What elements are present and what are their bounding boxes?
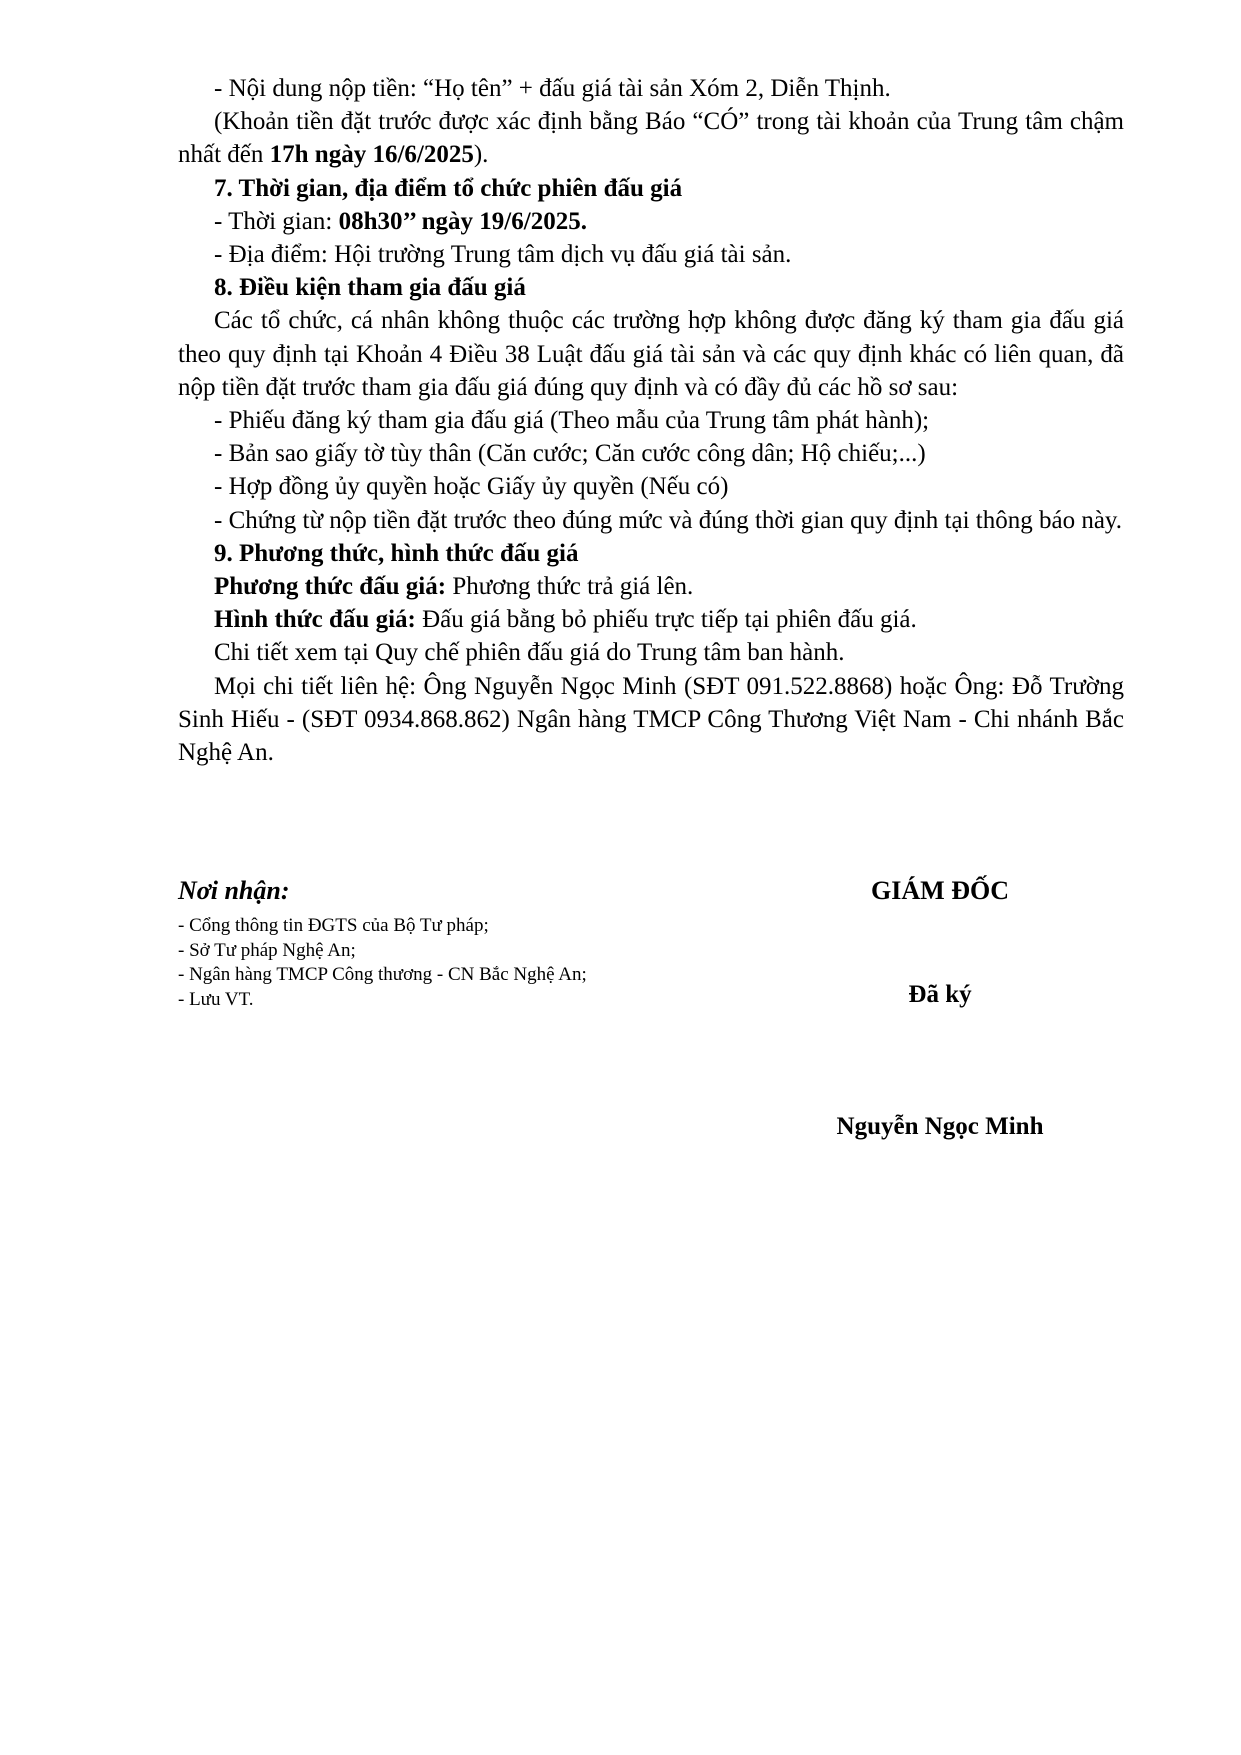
required-document-2: - Bản sao giấy tờ tùy thân (Căn cước; Căn cước công dân; Hộ chiếu;...) [214,440,926,468]
recipient-item: - Ngân hàng TMCP Công thương - CN Bắc Nghệ An; [178,964,587,986]
required-document-3: - Hợp đồng ủy quyền hoặc Giấy ủy quyền (Nếu có) [214,473,729,501]
auction-method-line [178,570,1124,603]
auction-form-label: Hình thức đấu giá: [214,606,416,634]
recipient-item: - Sở Tư pháp Nghệ An; [178,939,356,961]
payment-content-line: - Nội dung nộp tiền: “Họ tên” + đấu giá tài sản Xóm 2, Diễn Thịnh. [214,75,891,102]
deposit-note-text: (Khoản tiền đặt trước được xác định bằng Báo “CÓ” trong tài khoản của Trung tâm chậm nhất đến [178,108,1124,169]
recipient-item: - Cổng thông tin ĐGTS của Bộ Tư pháp; [178,915,489,936]
auction-method-label: Phương thức đấu giá: [214,573,447,601]
deposit-note-close: ). [473,141,489,169]
section-8-heading: 8. Điều kiện tham gia đấu giá [214,274,526,302]
auction-location-line: - Địa điểm: Hội trường Trung tâm dịch vụ đấu giá tài sản. [214,241,792,269]
recipients-block [178,874,738,1012]
conditions-paragraph: Các tổ chức, cá nhân không thuộc các trường hợp không được đăng ký tham gia đấu giá theo quy định tại Khoản 4 Điều 38 Luật đấu giá tài sản và các quy định khác có liên quan, đã nộp tiền đặt trước tham gia đấu giá đúng quy định và có đầy đủ các hồ sơ sau: [178,307,1124,401]
auction-time-label: - Thời gian: [214,207,339,235]
details-line: Chi tiết xem tại Quy chế phiên đấu giá do Trung tâm ban hành. [214,639,845,667]
signer-title: GIÁM ĐỐC [871,876,1009,905]
recipients-title: Nơi nhận: [178,876,290,905]
section-7-heading: 7. Thời gian, địa điểm tổ chức phiên đấu giá [214,174,683,202]
auction-time-value: 08h30’’ ngày 19/6/2025. [338,207,587,235]
required-document-4: - Chứng từ nộp tiền đặt trước theo đúng mức và đúng thời gian quy định tại thông báo này. [214,506,1123,534]
auction-form-value: Đấu giá bằng bỏ phiếu trực tiếp tại phiên đấu giá. [415,606,917,634]
section-9-heading: 9. Phương thức, hình thức đấu giá [214,539,579,567]
notice-body [178,72,1124,769]
deposit-note [178,105,1124,171]
auction-time-line [178,205,1124,238]
auction-form-line [178,603,1124,636]
auction-method-value: Phương thức trả giá lên. [446,573,694,601]
signer-name: Nguyễn Ngọc Minh [836,1113,1044,1140]
required-document-1: - Phiếu đăng ký tham gia đấu giá (Theo mẫu của Trung tâm phát hành); [214,407,930,435]
deposit-deadline: 17h ngày 16/6/2025 [269,141,474,169]
contact-paragraph: Mọi chi tiết liên hệ: Ông Nguyễn Ngọc Minh (SĐT 091.522.8868) hoặc Ông: Đỗ Trường Sinh Hiếu - (SĐT 0934.868.862) Ngân hàng TMCP Công Thương Việt Nam - Chi nhánh Bắc Nghệ An. [178,672,1124,767]
recipient-item: - Lưu VT. [178,988,254,1010]
signature-status: Đã ký [908,981,972,1008]
